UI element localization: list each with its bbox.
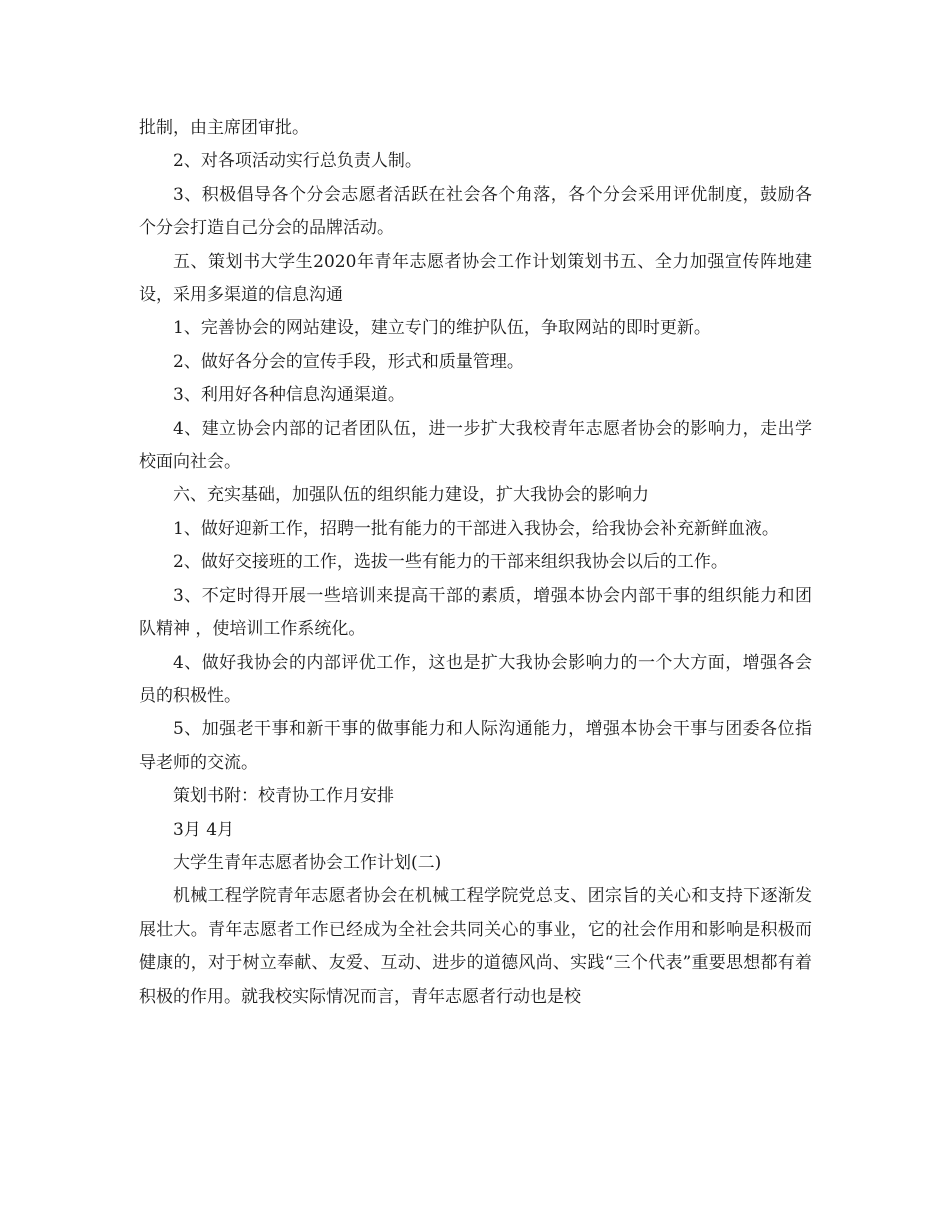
paragraph-10: 1、做好迎新工作，招聘一批有能力的干部进入我协会，给我协会补充新鲜血液。 (173, 518, 779, 539)
paragraph-13: 4、做好我协会的内部评优工作，这也是扩大我协会影响力的一个大方面，增强各会员的积极性。 (139, 652, 812, 706)
appendix-heading: 策划书附：校青协工作月安排 (173, 786, 394, 807)
paragraph-12: 3、不定时得开展一些培训来提高干部的素质，增强本协会内部干事的组织能力和团队精神 ，使培训工作系统化。 (139, 585, 812, 640)
paragraph-18: 机械工程学院青年志愿者协会在机械工程学院党总支、团宗旨的关心和支持下逐渐发展壮大。青年志愿者工作已经成为全社会共同关心的事业，它的社会作用和影响是积极而健康的，对于树立奉献、友爱、互动、进步的道德风尚、实践“三个代表”重要思想都有着积极的作用。就我校实际情况而言，青年志愿者行动也是校 (139, 886, 812, 1007)
paragraph-5: 1、完善协会的网站建设，建立专门的维护队伍，争取网站的即时更新。 (173, 318, 711, 339)
paragraph-11: 2、做好交接班的工作，选拔一些有能力的干部来组织我协会以后的工作。 (173, 552, 728, 573)
section-heading-5: 五、策划书大学生2020年青年志愿者协会工作计划策划书五、全力加强宣传阵地建设，采用多渠道的信息沟通 (139, 251, 812, 306)
document-body (139, 112, 812, 1014)
paragraph-2: 2、对各项活动实行总负责人制。 (173, 151, 422, 172)
paragraph-1: 批制，由主席团审批。 (139, 118, 309, 138)
paragraph-7: 3、利用好各种信息沟通渠道。 (173, 385, 405, 406)
paragraph-6: 2、做好各分会的宣传手段，形式和质量管理。 (173, 351, 524, 372)
month-line: 3月 4月 (173, 819, 235, 840)
paragraph-8: 4、建立协会内部的记者团队伍，进一步扩大我校青年志愿者协会的影响力，走出学校面向社会。 (139, 418, 812, 473)
paragraph-14: 5、加强老干事和新干事的做事能力和人际沟通能力，增强本协会干事与团委各位指导老师的交流。 (139, 719, 812, 773)
section-heading-6: 六、充实基础，加强队伍的组织能力建设，扩大我协会的影响力 (173, 485, 649, 506)
paragraph-3: 3、积极倡导各个分会志愿者活跃在社会各个角落，各个分会采用评优制度，鼓励各个分会打造自己分会的品牌活动。 (139, 184, 812, 239)
plan-title-2: 大学生青年志愿者协会工作计划(二) (173, 852, 442, 873)
